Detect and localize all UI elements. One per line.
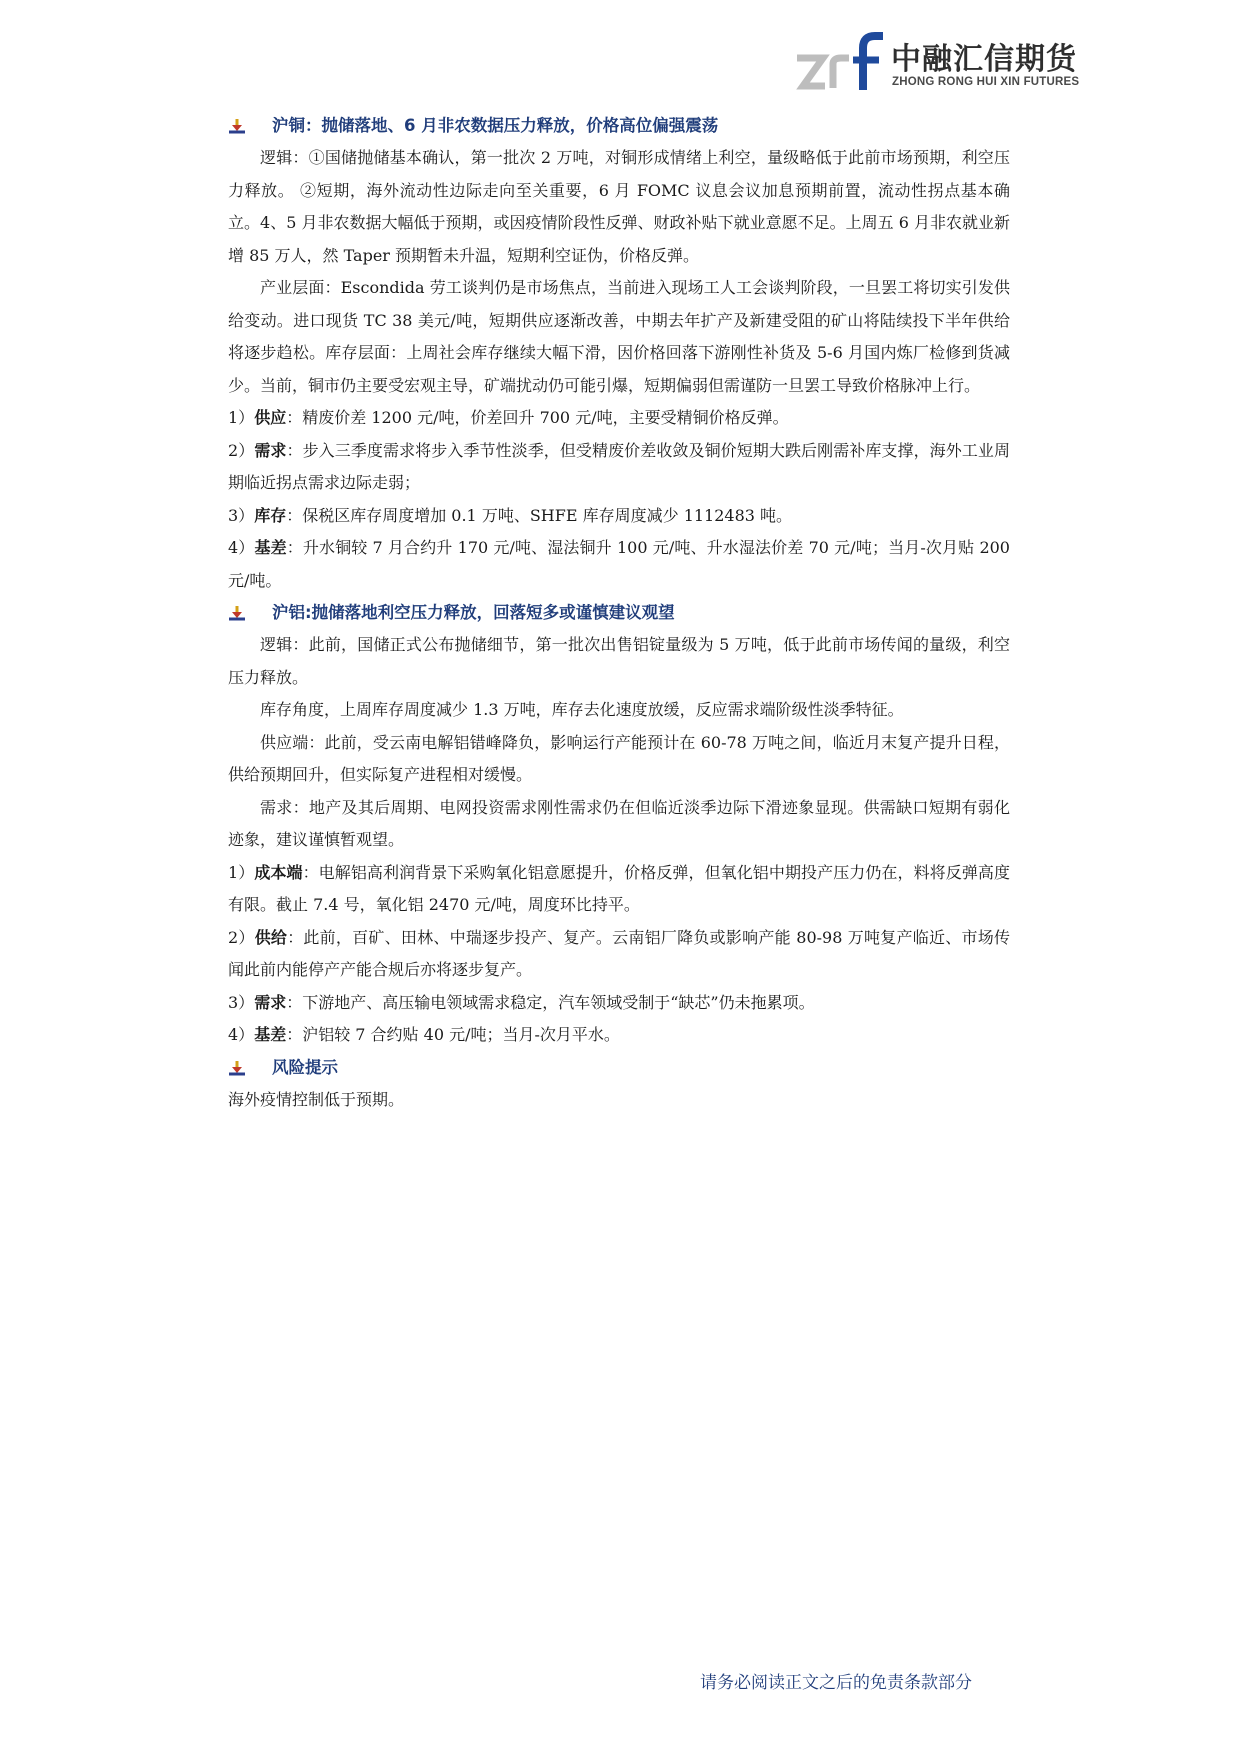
- aluminum-item-cost: 1）成本端：电解铝高利润背景下采购氧化铝意愿提升，价格反弹，但氧化铝中期投产压力仍在，料将反弹高度有限。截止 7.4 号，氧化铝 2470 元/吨，周度环比持平。: [228, 862, 1010, 914]
- aluminum-logic-paragraph: 逻辑：此前，国储正式公布抛储细节，第一批次出售铝锭量级为 5 万吨，低于此前市场传闻的量级，利空压力释放。: [228, 635, 1010, 687]
- aluminum-supply-paragraph: 供应端：此前，受云南电解铝错峰降负，影响运行产能预计在 60-78 万吨之间，临近月末复产提升日程，供给预期回升，但实际复产进程相对缓慢。: [228, 732, 1010, 784]
- copper-item-inventory: 3）库存：保税区库存周度增加 0.1 万吨、SHFE 库存周度减少 1112483 吨。: [228, 505, 793, 525]
- logo-english-name: ZHONG RONG HUI XIN FUTURES: [892, 76, 1080, 88]
- copper-heading: [228, 110, 1010, 142]
- logo-chinese-name: 中融汇信期货: [891, 42, 1077, 77]
- disclaimer-footer: 请务必阅读正文之后的免责条款部分: [700, 1673, 972, 1693]
- report-body: [228, 110, 1010, 1116]
- copper-item-supply: 1）供应：精废价差 1200 元/吨，价差回升 700 元/吨，主要受精铜价格反弹。: [228, 408, 789, 427]
- aluminum-item-demand: 3）需求：下游地产、高压输电领域需求稳定，汽车领域受制于“缺芯”仍未拖累项。: [228, 992, 815, 1012]
- bullet-arrow-icon: [228, 605, 246, 623]
- company-logo: [795, 30, 1085, 94]
- zrf-logo-icon: [795, 30, 885, 94]
- copper-logic-paragraph: 逻辑：①国储抛储基本确认，第一批次 2 万吨，对铜形成情绪上利空，量级略低于此前市场预期，利空压力释放。 ②短期，海外流动性边际走向至关重要，6 月 FOMC 议息会议加息预期前置，流动性拐点基本确立。4、5 月非农数据大幅低于预期，或因疫情阶段性反弹、财政补贴下就业意愿不足。上周五 6 月非农就业新增 85 万人，然 Taper 预期暂未升温，短期利空证伪，价格反弹。: [228, 148, 1010, 265]
- risk-heading: [228, 1052, 1010, 1084]
- bullet-arrow-icon: [228, 118, 246, 136]
- aluminum-item-supply: 2）供给：此前，百矿、田林、中瑞逐步投产、复产。云南铝厂降负或影响产能 80-98 万吨复产临近、市场传闻此前内能停产产能合规后亦将逐步复产。: [228, 927, 1010, 979]
- copper-item-demand: 2）需求：步入三季度需求将步入季节性淡季，但受精废价差收敛及铜价短期大跌后刚需补库支撑，海外工业周期临近拐点需求边际走弱；: [228, 440, 1010, 492]
- aluminum-inventory-paragraph: 库存角度，上周库存周度减少 1.3 万吨，库存去化速度放缓，反应需求端阶级性淡季特征。: [260, 700, 904, 719]
- aluminum-item-basis: 4）基差：沪铝较 7 合约贴 40 元/吨；当月-次月平水。: [228, 1025, 620, 1044]
- copper-industry-paragraph: 产业层面：Escondida 劳工谈判仍是市场焦点，当前进入现场工人工会谈判阶段，一旦罢工将切实引发供给变动。进口现货 TC 38 美元/吨，短期供应逐渐改善，中期去年扩产及新建受阻的矿山将陆续投下半年供给将逐步趋松。库存层面：上周社会库存继续大幅下滑，因价格回落下游刚性补货及 5-6 月国内炼厂检修到货减少。当前，铜市仍主要受宏观主导，矿端扰动仍可能引爆，短期偏弱但需谨防一旦罢工导致价格脉冲上行。: [228, 278, 1010, 395]
- aluminum-heading: [228, 597, 1010, 629]
- aluminum-heading-text: 沪铝:抛储落地利空压力释放，回落短多或谨慎建议观望: [272, 603, 675, 622]
- risk-heading-text: 风险提示: [272, 1057, 338, 1077]
- copper-item-basis: 4）基差：升水铜较 7 月合约升 170 元/吨、湿法铜升 100 元/吨、升水湿法价差 70 元/吨；当月-次月贴 200 元/吨。: [228, 538, 1010, 590]
- risk-paragraph: 海外疫情控制低于预期。: [228, 1089, 405, 1109]
- aluminum-demand-paragraph: 需求：地产及其后周期、电网投资需求刚性需求仍在但临近淡季边际下滑迹象显现。供需缺口短期有弱化迹象，建议谨慎暂观望。: [228, 797, 1010, 849]
- copper-heading-text: 沪铜：抛储落地、6 月非农数据压力释放，价格高位偏强震荡: [272, 116, 719, 135]
- bullet-arrow-icon: [228, 1060, 246, 1078]
